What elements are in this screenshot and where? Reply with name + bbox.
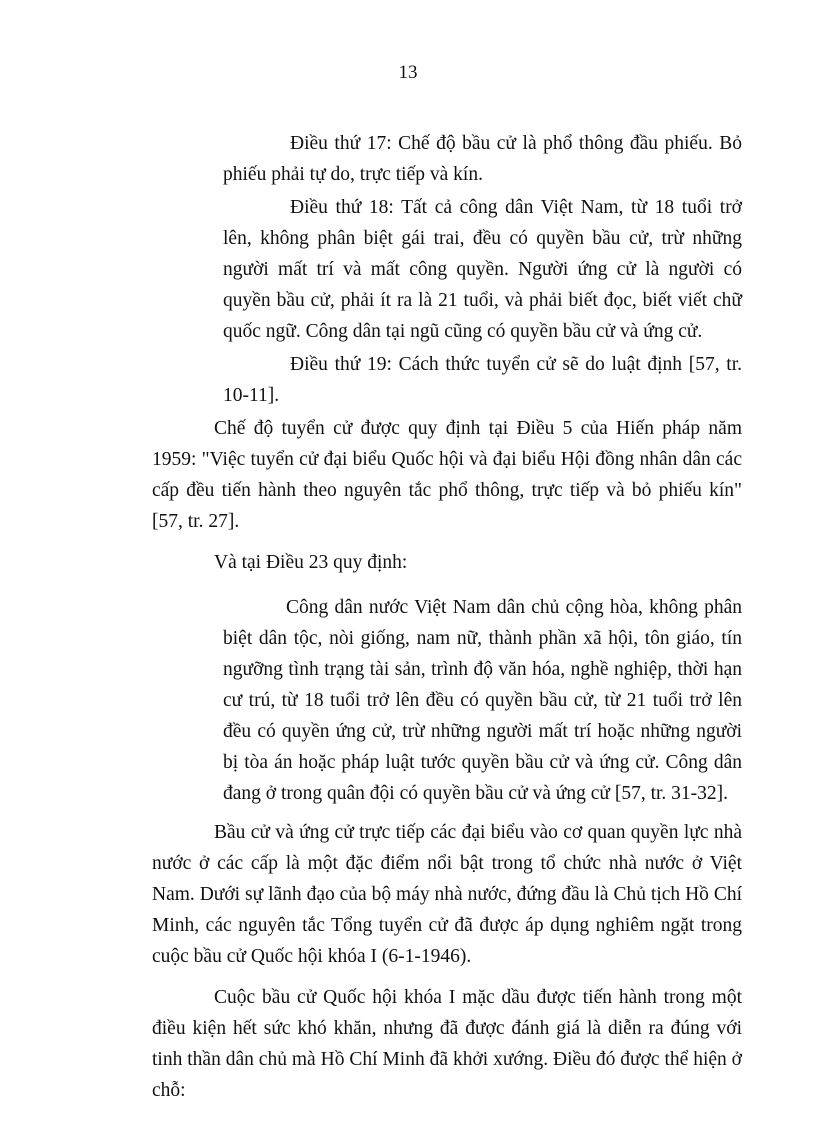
- article-18-text: Điều thứ 18: Tất cả công dân Việt Nam, từ 18 tuổi trở lên, không phân biệt gái trai, đều có quyền bầu cử, trừ những người mất trí và mất công quyền. Người ứng cử là người có quyền bầu cử, phải ít ra là 21 tuổi, và phải biết đọc, biết viết chữ quốc ngữ. Công dân tại ngũ cũng có quyền bầu cử và ứng cử.: [223, 197, 742, 342]
- quoted-constitution-articles: [223, 128, 742, 411]
- paragraph-direct-election: Bầu cử và ứng cử trực tiếp các đại biểu vào cơ quan quyền lực nhà nước ở các cấp là một đặc điểm nổi bật trong tổ chức nhà nước ở Việt Nam. Dưới sự lãnh đạo của bộ máy nhà nước, đứng đầu là Chủ tịch Hồ Chí Minh, các nguyên tắc Tổng tuyển cử đã được áp dụng nghiêm ngặt trong cuộc bầu cử Quốc hội khóa I (6-1-1946).: [152, 822, 742, 967]
- paragraph-1959-constitution: Chế độ tuyển cử được quy định tại Điều 5 của Hiến pháp năm 1959: "Việc tuyển cử đại biểu Quốc hội và đại biểu Hội đồng nhân dân các cấp đều tiến hành theo nguyên tắc phổ thông, trực tiếp và bỏ phiếu kín" [57, tr. 27].: [152, 418, 742, 532]
- article-17-text: Điều thứ 17: Chế độ bầu cử là phổ thông đầu phiếu. Bỏ phiếu phải tự do, trực tiếp và kín.: [223, 133, 742, 185]
- paragraph-first-national-assembly-election: Cuộc bầu cử Quốc hội khóa I mặc dầu được tiến hành trong một điều kiện hết sức khó khăn, nhưng đã được đánh giá là diễn ra đúng với tinh thần dân chủ mà Hồ Chí Minh đã khởi xướng. Điều đó được thể hiện ở chỗ:: [152, 987, 742, 1101]
- article-19-text: Điều thứ 19: Cách thức tuyển cử sẽ do luật định [57, tr. 10-11].: [223, 354, 742, 406]
- paragraph-article-23-intro: Và tại Điều 23 quy định:: [214, 552, 408, 573]
- page-number: 13: [398, 62, 418, 83]
- body-text: [152, 128, 742, 1116]
- quoted-article-23: [223, 592, 742, 809]
- article-23-text: Công dân nước Việt Nam dân chủ cộng hòa, không phân biệt dân tộc, nòi giống, nam nữ, thành phần xã hội, tôn giáo, tín ngưỡng tình trạng tài sản, trình độ văn hóa, nghề nghiệp, thời hạn cư trú, từ 18 tuổi trở lên đều có quyền bầu cử, từ 21 tuổi trở lên đều có quyền ứng cử, trừ những người mất trí hoặc những người bị tòa án hoặc pháp luật tước quyền bầu cử và ứng cử. Công dân đang ở trong quân đội có quyền bầu cử và ứng cử [57, tr. 31-32].: [223, 597, 742, 804]
